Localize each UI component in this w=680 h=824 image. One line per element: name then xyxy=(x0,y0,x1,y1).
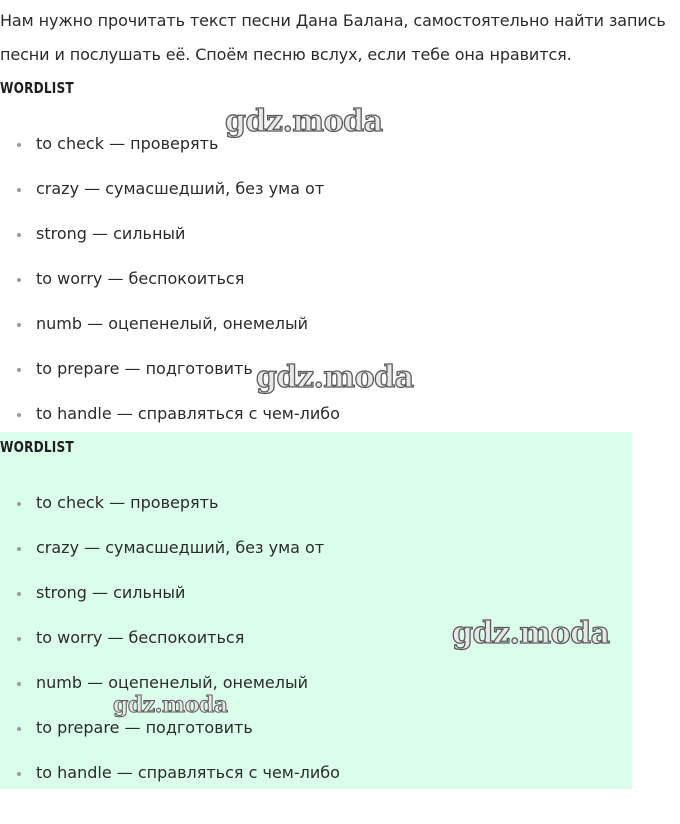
bullet-icon xyxy=(17,143,21,147)
wordlist xyxy=(0,134,340,449)
list-item xyxy=(0,134,340,179)
list-item xyxy=(0,493,340,538)
list-item-text: to worry — беспокоиться xyxy=(36,269,245,288)
wordlist-heading-highlighted: WORDLIST xyxy=(0,438,74,456)
list-item-text: numb — оцепенелый, онемелый xyxy=(36,314,309,333)
list-item-text: strong — сильный xyxy=(36,583,186,602)
list-item xyxy=(0,718,340,763)
list-item-text: crazy — сумасшедший, без ума от xyxy=(36,538,325,557)
list-item xyxy=(0,583,340,628)
bullet-icon xyxy=(17,592,21,596)
list-item xyxy=(0,179,340,224)
bullet-icon xyxy=(17,323,21,327)
intro-text: Нам нужно прочитать текст песни Дана Балана, самостоятельно найти запись песни и послушать её. Споём песню вслух, если тебе она нравится. xyxy=(0,11,666,64)
list-item xyxy=(0,628,340,673)
list-item xyxy=(0,314,340,359)
bullet-icon xyxy=(17,637,21,641)
bullet-icon xyxy=(17,502,21,506)
watermark-logo: gdz.moda xyxy=(256,360,414,395)
list-item-text: to prepare — подготовить xyxy=(36,718,253,737)
bullet-icon xyxy=(17,772,21,776)
list-item-text: to handle — справляться с чем-либо xyxy=(36,404,340,423)
list-item-text: to check — проверять xyxy=(36,134,219,153)
list-item xyxy=(0,538,340,583)
bullet-icon xyxy=(17,188,21,192)
bullet-icon xyxy=(17,368,21,372)
list-item-text: to worry — беспокоиться xyxy=(36,628,245,647)
list-item-text: to check — проверять xyxy=(36,493,219,512)
list-item-text: to prepare — подготовить xyxy=(36,359,253,378)
bullet-icon xyxy=(17,278,21,282)
watermark-logo: gdz.moda xyxy=(225,104,383,139)
bullet-icon xyxy=(17,682,21,686)
bullet-icon xyxy=(17,547,21,551)
list-item-text: strong — сильный xyxy=(36,224,186,243)
list-item xyxy=(0,269,340,314)
list-item-text: numb — оцепенелый, онемелый xyxy=(36,673,309,692)
list-item xyxy=(0,763,340,808)
bullet-icon xyxy=(17,233,21,237)
wordlist-highlighted xyxy=(0,493,340,808)
list-item xyxy=(0,224,340,269)
bullet-icon xyxy=(17,727,21,731)
watermark-logo: gdz.moda xyxy=(452,616,610,651)
list-item-text: crazy — сумасшедший, без ума от xyxy=(36,179,325,198)
wordlist-heading: WORDLIST xyxy=(0,79,74,97)
list-item-text: to handle — справляться с чем-либо xyxy=(36,763,340,782)
bullet-icon xyxy=(17,413,21,417)
watermark-logo: gdz.moda xyxy=(113,692,228,718)
